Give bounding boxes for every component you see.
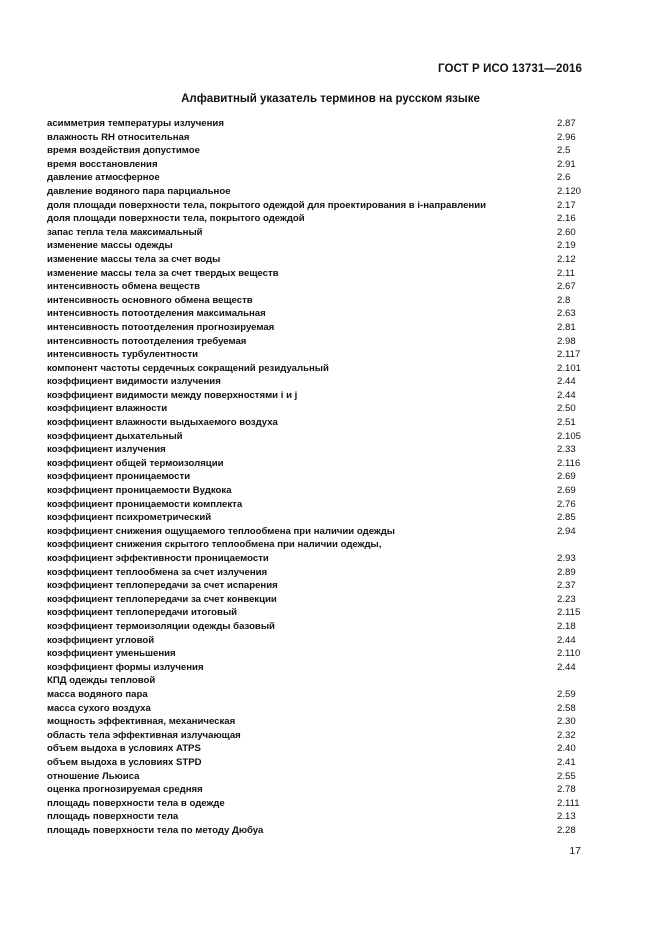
- index-entry-term: время восстановления: [47, 158, 158, 170]
- index-entry-reference: 2.13: [557, 811, 576, 823]
- index-entry: [47, 620, 587, 634]
- index-entry: [47, 362, 587, 376]
- index-entry-reference: 2.11: [557, 267, 575, 279]
- index-entry: [47, 484, 587, 498]
- index-entry-reference: 2.44: [557, 634, 576, 646]
- index-entry: [47, 702, 587, 716]
- index-entry-reference: 2.96: [557, 131, 576, 143]
- index-entry-term: объем выдоха в условиях STPD: [47, 756, 202, 768]
- index-entry-term: коэффициент эффективности проницаемости: [47, 553, 269, 564]
- index-entry-term: доля площади поверхности тела, покрытого одеждой: [47, 213, 305, 225]
- index-entry: [47, 606, 587, 620]
- index-entry-reference: 2.115: [557, 607, 581, 619]
- index-entry: [47, 443, 587, 457]
- index-entry-reference: 2.18: [557, 620, 576, 632]
- index-entry: [47, 797, 587, 811]
- index-entry-term: интенсивность потоотделения требуемая: [47, 335, 247, 347]
- index-entry: [47, 402, 587, 416]
- index-entry: [47, 321, 587, 335]
- index-entry-reference: 2.87: [557, 118, 576, 129]
- index-entry: [47, 566, 587, 580]
- index-entry-reference: 2.93: [557, 553, 576, 564]
- index-entry-term: коэффициент снижения ощущаемого теплообмена при наличии одежды: [47, 525, 395, 537]
- index-entry-term: коэффициент теплопередачи за счет конвекции: [47, 593, 277, 605]
- index-entry-term: коэффициент теплопередачи за счет испарения: [47, 580, 278, 592]
- index-entry-reference: 2.98: [557, 335, 576, 347]
- index-entry: [47, 770, 587, 784]
- index-entry-reference: 2.44: [557, 389, 576, 401]
- index-entry-term: коэффициент термоизоляции одежды базовый: [47, 620, 275, 632]
- index-entry-term: давление атмосферное: [47, 172, 160, 184]
- index-entry-reference: 2.110: [557, 648, 581, 660]
- index-entry-reference: 2.89: [557, 566, 576, 578]
- index-entry: [47, 158, 587, 172]
- index-entry: [47, 525, 587, 539]
- index-entry-reference: 2.12: [557, 253, 576, 265]
- index-entry: [47, 647, 587, 661]
- index-entry: [47, 593, 587, 607]
- index-entry: [47, 307, 587, 321]
- index-entry-reference: 2.116: [557, 457, 581, 469]
- index-entry-list: [47, 117, 587, 837]
- index-entry-term: коэффициент теплообмена за счет излучения: [47, 566, 268, 578]
- index-entry-reference: 2.5: [557, 145, 571, 157]
- index-entry-term: площадь поверхности тела в одежде: [47, 797, 225, 809]
- index-entry-reference: 2.6: [557, 172, 571, 184]
- index-entry-reference: 2.111: [557, 797, 580, 809]
- index-entry-reference: 2.60: [557, 226, 576, 238]
- index-entry-term: интенсивность обмена веществ: [47, 281, 201, 293]
- index-entry-term: интенсивность турбулентности: [47, 349, 199, 361]
- index-entry-reference: 2.58: [557, 702, 576, 714]
- index-entry: [47, 661, 587, 675]
- index-entry: [47, 335, 587, 349]
- index-entry: [47, 171, 587, 185]
- index-entry: [47, 226, 587, 240]
- index-entry: [47, 267, 587, 281]
- index-entry-reference: 2.44: [557, 661, 576, 673]
- index-entry: [47, 783, 587, 797]
- index-entry-reference: 2.33: [557, 444, 576, 456]
- index-entry: [47, 117, 587, 131]
- index-entry-term: компонент частоты сердечных сокращений резидуальный: [47, 362, 329, 374]
- index-entry-term: коэффициент угловой: [47, 634, 155, 646]
- index-title: Алфавитный указатель терминов на русском языке: [181, 93, 480, 105]
- index-entry-reference: 2.19: [557, 240, 576, 252]
- index-entry-reference: 2.55: [557, 770, 576, 782]
- index-entry-reference: 2.78: [557, 784, 576, 796]
- index-entry: [47, 538, 587, 552]
- index-entry-term: коэффициент уменьшения: [47, 648, 176, 660]
- index-entry: [47, 253, 587, 267]
- index-entry: [47, 511, 587, 525]
- index-entry: [47, 375, 587, 389]
- index-entry-reference: 2.40: [557, 743, 576, 755]
- index-entry: [47, 239, 587, 253]
- index-entry-reference: 2.23: [557, 593, 576, 605]
- page-number: 17: [569, 845, 581, 857]
- index-entry-term: время воздействия допустимое: [47, 145, 200, 157]
- index-entry-reference: 2.51: [557, 417, 576, 429]
- index-entry-reference: 2.94: [557, 525, 576, 537]
- index-entry-term: КПД одежды тепловой: [47, 675, 156, 687]
- index-entry-term: коэффициент проницаемости Вудкока: [47, 485, 232, 497]
- index-entry: [47, 348, 587, 362]
- index-entry: [47, 824, 587, 838]
- index-entry-reference: 2.50: [557, 403, 576, 415]
- index-entry-term: оценка прогнозируемая средняя: [47, 784, 203, 796]
- index-entry-term: влажность RH относительная: [47, 131, 190, 143]
- index-entry: [47, 729, 587, 743]
- index-entry: [47, 579, 587, 593]
- index-entry: [47, 742, 587, 756]
- index-entry-reference: 2.91: [557, 158, 576, 170]
- index-entry-term: площадь поверхности тела: [47, 811, 179, 823]
- index-entry-term: коэффициент теплопередачи итоговый: [47, 607, 238, 619]
- index-entry: [47, 131, 587, 145]
- index-entry-term: коэффициент видимости излучения: [47, 376, 221, 388]
- index-entry: [47, 430, 587, 444]
- index-entry-reference: 2.28: [557, 824, 576, 836]
- index-entry-term: коэффициент проницаемости комплекта: [47, 498, 243, 510]
- index-entry-term: коэффициент психрометрический: [47, 512, 212, 524]
- index-entry: [47, 810, 587, 824]
- index-entry-term: давление водяного пара парциальное: [47, 185, 231, 197]
- index-entry-term: коэффициент влажности выдыхаемого воздуха: [47, 417, 278, 429]
- index-entry-term: объем выдоха в условиях ATPS: [47, 743, 201, 755]
- index-entry: [47, 280, 587, 294]
- index-entry: [47, 470, 587, 484]
- index-entry: [47, 144, 587, 158]
- index-entry-reference: 2.69: [557, 471, 576, 483]
- index-entry-reference: 2.17: [557, 199, 576, 211]
- index-entry-reference: 2.59: [557, 688, 576, 700]
- index-entry-reference: 2.85: [557, 512, 576, 524]
- index-entry: [47, 498, 587, 512]
- index-entry-reference: 2.32: [557, 729, 576, 741]
- index-entry: [47, 294, 587, 308]
- index-entry-reference: 2.105: [557, 430, 582, 442]
- index-entry: [47, 756, 587, 770]
- index-entry-reference: 2.41: [557, 756, 576, 768]
- index-entry-reference: 2.69: [557, 485, 576, 497]
- index-entry-term: коэффициент общей термоизоляции: [47, 457, 224, 469]
- index-entry-reference: 2.67: [557, 281, 576, 293]
- index-entry-term: коэффициент влажности: [47, 403, 168, 415]
- index-entry: [47, 212, 587, 226]
- index-entry: [47, 457, 587, 471]
- index-entry: [47, 552, 587, 566]
- index-entry-reference: 2.30: [557, 716, 576, 728]
- index-entry-term: запас тепла тела максимальный: [47, 226, 203, 238]
- index-entry-term: масса водяного пара: [47, 688, 148, 700]
- index-entry-reference: 2.16: [557, 213, 576, 225]
- index-entry-term: коэффициент видимости между поверхностями i и j: [47, 389, 298, 401]
- index-entry-term: коэффициент дыхательный: [47, 430, 183, 442]
- index-entry: [47, 389, 587, 403]
- index-entry-term: коэффициент формы излучения: [47, 661, 204, 673]
- index-entry-term: изменение массы тела за счет твердых веществ: [47, 267, 279, 279]
- index-entry-reference: 2.44: [557, 376, 576, 388]
- index-entry-term: асимметрия температуры излучения: [47, 118, 224, 129]
- index-entry-term: коэффициент снижения скрытого теплообмена при наличии одежды,: [47, 539, 382, 551]
- index-entry-term: коэффициент излучения: [47, 444, 166, 456]
- index-entry-reference: 2.120: [557, 185, 582, 197]
- index-entry-term: площадь поверхности тела по методу Дюбуа: [47, 824, 264, 836]
- index-entry-term: коэффициент проницаемости: [47, 471, 191, 483]
- index-entry-term: доля площади поверхности тела, покрытого одеждой для проектирования в i-направлении: [47, 199, 487, 211]
- index-entry: [47, 634, 587, 648]
- index-entry-reference: 2.81: [557, 321, 576, 333]
- index-entry: [47, 674, 587, 688]
- index-entry-term: интенсивность потоотделения прогнозируемая: [47, 321, 275, 333]
- index-entry-reference: 2.117: [557, 349, 581, 361]
- index-entry-term: область тела эффективная излучающая: [47, 729, 241, 741]
- index-entry: [47, 715, 587, 729]
- index-entry-term: отношение Льюиса: [47, 770, 140, 782]
- index-entry-term: изменение массы одежды: [47, 240, 173, 252]
- document-code: ГОСТ Р ИСО 13731—2016: [437, 63, 582, 75]
- index-entry-reference: 2.8: [557, 294, 571, 306]
- index-entry-reference: 2.37: [557, 580, 576, 592]
- index-entry-term: интенсивность потоотделения максимальная: [47, 308, 266, 320]
- index-entry: [47, 416, 587, 430]
- index-entry: [47, 688, 587, 702]
- index-entry: [47, 199, 587, 213]
- index-entry-term: изменение массы тела за счет воды: [47, 253, 221, 265]
- index-entry-reference: 2.101: [557, 362, 582, 374]
- index-entry-term: мощность эффективная, механическая: [47, 716, 236, 728]
- index-entry-term: интенсивность основного обмена веществ: [47, 294, 253, 306]
- index-entry-reference: 2.63: [557, 308, 576, 320]
- index-entry-term: масса сухого воздуха: [47, 702, 151, 714]
- index-entry-reference: 2.76: [557, 498, 576, 510]
- index-entry: [47, 185, 587, 199]
